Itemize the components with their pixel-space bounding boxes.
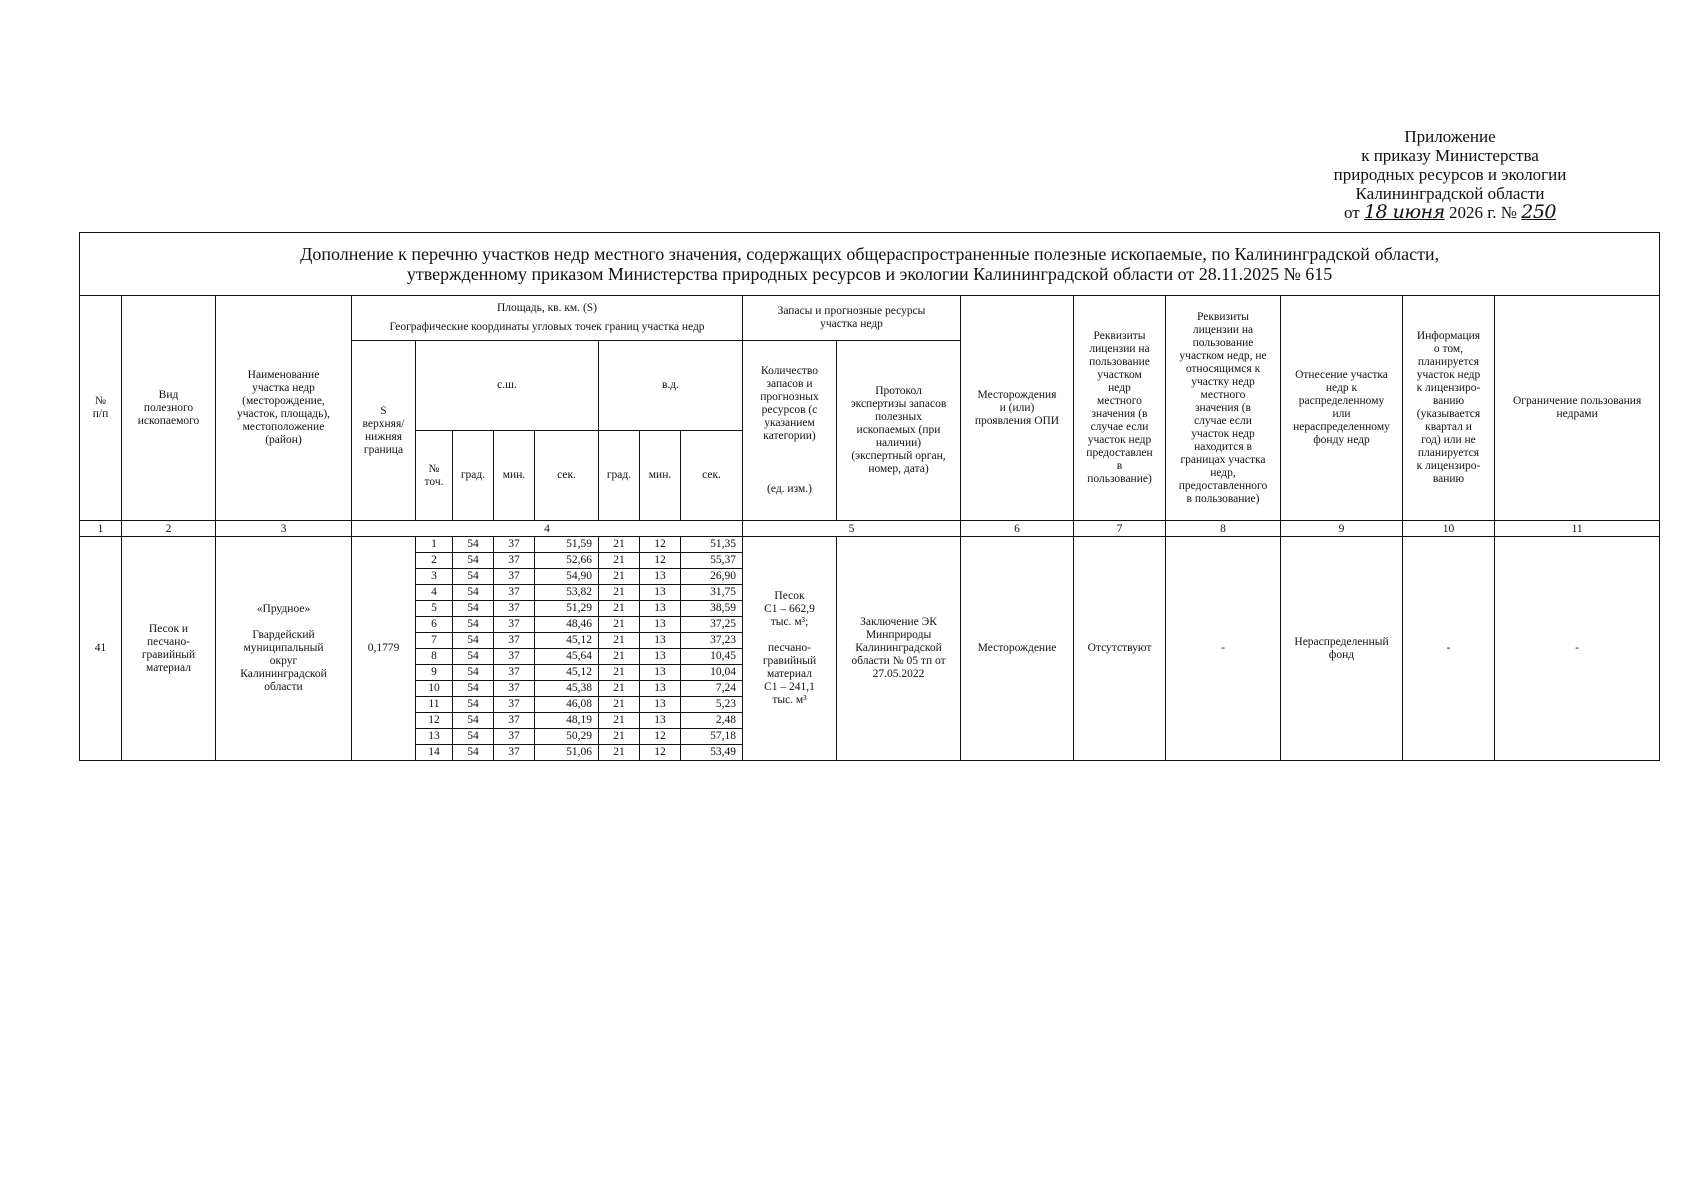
lon-seconds: 2,48 <box>681 713 743 729</box>
lat-seconds: 45,12 <box>535 665 599 681</box>
lon-seconds: 38,59 <box>681 601 743 617</box>
lon-degrees: 21 <box>599 537 640 553</box>
lat-seconds: 53,82 <box>535 585 599 601</box>
point-number: 6 <box>416 617 453 633</box>
lat-seconds: 52,66 <box>535 553 599 569</box>
point-number: 9 <box>416 665 453 681</box>
date-prefix: от <box>1343 203 1360 222</box>
lat-minutes: 37 <box>494 633 535 649</box>
lat-minutes: 37 <box>494 729 535 745</box>
header-lat-deg: град. <box>453 431 494 521</box>
lon-degrees: 21 <box>599 585 640 601</box>
header-license-other: Реквизиты лицензии на пользование участком недр, не относящимся к участку недр местного значения (в случае если участок недр находится в границах участка недр, предоставленного в пользование) <box>1166 296 1281 521</box>
record-protocol: Заключение ЭК Минприроды Калининградской области № 05 тп от 27.05.2022 <box>837 537 961 761</box>
header-license-local: Реквизиты лицензии на пользование участком недр местного значения (в случае если участок недр предоставлен в пользование) <box>1074 296 1166 521</box>
lat-seconds: 50,29 <box>535 729 599 745</box>
lon-seconds: 26,90 <box>681 569 743 585</box>
lon-minutes: 13 <box>640 697 681 713</box>
table-title <box>80 233 1660 296</box>
point-number: 14 <box>416 745 453 761</box>
header-lon-deg: град. <box>599 431 640 521</box>
lon-degrees: 21 <box>599 681 640 697</box>
record-mineral: Песок и песчано- гравийный материал <box>122 537 216 761</box>
point-number: 4 <box>416 585 453 601</box>
lon-degrees: 21 <box>599 633 640 649</box>
table-title-line-2: утвержденному приказом Министерства природных ресурсов и экологии Калининградской области от 28.11.2025 № 615 <box>406 264 1333 284</box>
lon-minutes: 13 <box>640 665 681 681</box>
point-number: 13 <box>416 729 453 745</box>
header-lat-sec: сек. <box>535 431 599 521</box>
header-lon-min: мин. <box>640 431 681 521</box>
order-date-line <box>1300 203 1600 222</box>
lon-seconds: 37,23 <box>681 633 743 649</box>
lat-minutes: 37 <box>494 585 535 601</box>
header-lat-min: мин. <box>494 431 535 521</box>
lon-degrees: 21 <box>599 553 640 569</box>
lon-minutes: 13 <box>640 649 681 665</box>
column-number: 1 <box>80 521 122 537</box>
header-reserves-qty <box>743 341 837 521</box>
header-s: S верхняя/ нижняя граница <box>352 341 416 521</box>
lat-degrees: 54 <box>453 681 494 697</box>
lat-minutes: 37 <box>494 553 535 569</box>
record-fund: Нераспределенный фонд <box>1281 537 1403 761</box>
header-lon-sec: сек. <box>681 431 743 521</box>
header-reserves-qty-label: Количество запасов и прогнозных ресурсов (с указанием категории) <box>760 365 819 442</box>
lat-minutes: 37 <box>494 537 535 553</box>
handwritten-date: 18 июня <box>1363 201 1445 223</box>
lat-degrees: 54 <box>453 537 494 553</box>
appendix-line-2: к приказу Министерства <box>1361 146 1539 165</box>
lat-degrees: 54 <box>453 633 494 649</box>
lat-minutes: 37 <box>494 745 535 761</box>
lat-minutes: 37 <box>494 569 535 585</box>
lon-degrees: 21 <box>599 729 640 745</box>
column-number: 9 <box>1281 521 1403 537</box>
header-area-coordinates <box>352 296 743 341</box>
lat-degrees: 54 <box>453 697 494 713</box>
lon-degrees: 21 <box>599 601 640 617</box>
lat-degrees: 54 <box>453 553 494 569</box>
lon-degrees: 21 <box>599 665 640 681</box>
header-lat: с.ш. <box>416 341 599 431</box>
point-number: 12 <box>416 713 453 729</box>
lat-degrees: 54 <box>453 713 494 729</box>
lon-minutes: 12 <box>640 537 681 553</box>
header-num: № п/п <box>80 296 122 521</box>
lon-degrees: 21 <box>599 569 640 585</box>
lat-seconds: 45,64 <box>535 649 599 665</box>
lat-seconds: 51,06 <box>535 745 599 761</box>
column-number: 5 <box>743 521 961 537</box>
lon-seconds: 7,24 <box>681 681 743 697</box>
lat-seconds: 45,38 <box>535 681 599 697</box>
lon-minutes: 12 <box>640 553 681 569</box>
lat-minutes: 37 <box>494 601 535 617</box>
handwritten-order-number: 250 <box>1521 201 1557 223</box>
site-list-table <box>79 232 1660 761</box>
header-area-label: Площадь, кв. км. (S) <box>496 302 598 314</box>
lat-seconds: 54,90 <box>535 569 599 585</box>
point-number: 5 <box>416 601 453 617</box>
column-number-row <box>80 521 1660 537</box>
lon-minutes: 12 <box>640 745 681 761</box>
record-license-other: - <box>1166 537 1281 761</box>
lon-seconds: 5,23 <box>681 697 743 713</box>
header-restriction: Ограничение пользования недрами <box>1495 296 1660 521</box>
record-license-local: Отсутствуют <box>1074 537 1166 761</box>
point-number: 11 <box>416 697 453 713</box>
lon-minutes: 13 <box>640 617 681 633</box>
lat-degrees: 54 <box>453 729 494 745</box>
record-licensing-info: - <box>1403 537 1495 761</box>
record-area: 0,1779 <box>352 537 416 761</box>
header-lon: в.д. <box>599 341 743 431</box>
lon-degrees: 21 <box>599 697 640 713</box>
lat-degrees: 54 <box>453 649 494 665</box>
point-number: 2 <box>416 553 453 569</box>
lat-minutes: 37 <box>494 697 535 713</box>
column-number: 10 <box>1403 521 1495 537</box>
column-number: 8 <box>1166 521 1281 537</box>
lon-minutes: 13 <box>640 601 681 617</box>
date-year: 2026 г. № <box>1448 203 1517 222</box>
lat-degrees: 54 <box>453 569 494 585</box>
header-reserves-unit: (ед. изм.) <box>767 483 812 495</box>
lat-seconds: 48,46 <box>535 617 599 633</box>
lat-seconds: 51,29 <box>535 601 599 617</box>
header-reserves-group: Запасы и прогнозные ресурсы участка недр <box>743 296 961 341</box>
appendix-line-1: Приложение <box>1404 127 1496 146</box>
header-licensing-info: Информация о том, планируется участок недр к лицензиро- ванию (указывается квартал и год) или не планируется к лицензиро- ванию <box>1403 296 1495 521</box>
lon-seconds: 55,37 <box>681 553 743 569</box>
record-reserves: Песок С1 – 662,9 тыс. м³; песчано- гравийный материал С1 – 241,1 тыс. м³ <box>743 537 837 761</box>
point-number: 3 <box>416 569 453 585</box>
lat-degrees: 54 <box>453 665 494 681</box>
appendix-line-4: Калининградской области <box>1355 184 1545 203</box>
appendix-block <box>1300 127 1600 222</box>
lon-seconds: 53,49 <box>681 745 743 761</box>
record-restriction: - <box>1495 537 1660 761</box>
header-site-name: Наименование участка недр (месторождение, участок, площадь), местоположение (район) <box>216 296 352 521</box>
lat-degrees: 54 <box>453 585 494 601</box>
column-number: 2 <box>122 521 216 537</box>
table-title-line-1: Дополнение к перечню участков недр местного значения, содержащих общераспространенные полезные ископаемые, по Калининградской области, <box>300 244 1440 264</box>
header-mineral: Вид полезного ископаемого <box>122 296 216 521</box>
lat-minutes: 37 <box>494 665 535 681</box>
lat-seconds: 48,19 <box>535 713 599 729</box>
lon-seconds: 51,35 <box>681 537 743 553</box>
record-body <box>80 537 1660 761</box>
lon-degrees: 21 <box>599 649 640 665</box>
lon-seconds: 31,75 <box>681 585 743 601</box>
lon-degrees: 21 <box>599 745 640 761</box>
header-protocol: Протокол экспертизы запасов полезных ископаемых (при наличии) (экспертный орган, номер, дата) <box>837 341 961 521</box>
lat-degrees: 54 <box>453 601 494 617</box>
lon-minutes: 13 <box>640 569 681 585</box>
point-number: 8 <box>416 649 453 665</box>
lon-minutes: 13 <box>640 633 681 649</box>
lon-minutes: 12 <box>640 729 681 745</box>
column-number: 7 <box>1074 521 1166 537</box>
lon-minutes: 13 <box>640 681 681 697</box>
lon-minutes: 13 <box>640 713 681 729</box>
column-number: 6 <box>961 521 1074 537</box>
lat-degrees: 54 <box>453 745 494 761</box>
lat-seconds: 45,12 <box>535 633 599 649</box>
lat-seconds: 51,59 <box>535 537 599 553</box>
lat-seconds: 46,08 <box>535 697 599 713</box>
record-site-name: «Прудное» Гвардейский муниципальный округ Калининградской области <box>216 537 352 761</box>
point-number: 1 <box>416 537 453 553</box>
lon-degrees: 21 <box>599 617 640 633</box>
header-coordinates-label: Географические координаты угловых точек границ участка недр <box>389 321 705 333</box>
record-num: 41 <box>80 537 122 761</box>
appendix-line-3: природных ресурсов и экологии <box>1333 165 1567 184</box>
lon-degrees: 21 <box>599 713 640 729</box>
point-number: 7 <box>416 633 453 649</box>
column-number: 11 <box>1495 521 1660 537</box>
header-deposits: Месторождения и (или) проявления ОПИ <box>961 296 1074 521</box>
coordinate-row <box>80 537 1660 553</box>
lon-seconds: 10,04 <box>681 665 743 681</box>
header-fund: Отнесение участка недр к распределенному или нераспределенному фонду недр <box>1281 296 1403 521</box>
point-number: 10 <box>416 681 453 697</box>
lat-minutes: 37 <box>494 681 535 697</box>
lat-minutes: 37 <box>494 617 535 633</box>
lat-degrees: 54 <box>453 617 494 633</box>
header-point-no: № точ. <box>416 431 453 521</box>
lon-seconds: 37,25 <box>681 617 743 633</box>
lat-minutes: 37 <box>494 649 535 665</box>
lat-minutes: 37 <box>494 713 535 729</box>
column-number: 4 <box>352 521 743 537</box>
lon-seconds: 57,18 <box>681 729 743 745</box>
lon-minutes: 13 <box>640 585 681 601</box>
record-deposit: Месторождение <box>961 537 1074 761</box>
column-number: 3 <box>216 521 352 537</box>
lon-seconds: 10,45 <box>681 649 743 665</box>
